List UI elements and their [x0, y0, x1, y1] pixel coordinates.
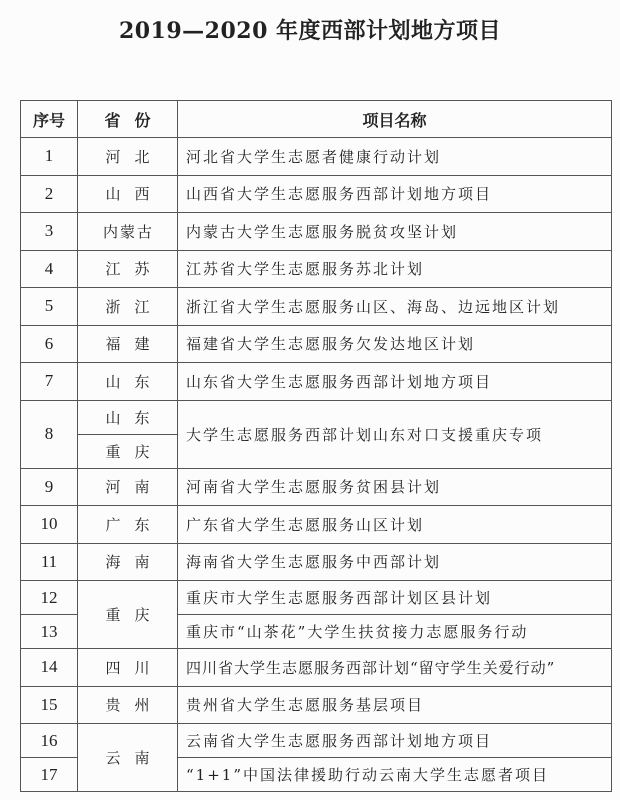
table-row [21, 543, 612, 581]
row-no: 17 [21, 758, 78, 792]
row-no: 15 [21, 686, 78, 724]
row-name: “1+1”中国法律援助行动云南大学生志愿者项目 [178, 758, 612, 792]
row-name: 内蒙古大学生志愿服务脱贫攻坚计划 [178, 213, 612, 251]
row-no: 4 [21, 250, 78, 288]
row-province: 重庆 [78, 434, 178, 468]
row-no: 12 [21, 581, 78, 615]
row-no: 6 [21, 325, 78, 363]
header-no: 序号 [21, 101, 78, 138]
projects-table [20, 100, 612, 792]
row-name: 四川省大学生志愿服务西部计划“留守学生关爱行动” [178, 649, 612, 687]
row-province: 四川 [78, 649, 178, 687]
table-row [21, 213, 612, 251]
table-row [21, 325, 612, 363]
row-no: 2 [21, 175, 78, 213]
table-row [21, 686, 612, 724]
row-province: 山东 [78, 363, 178, 401]
row-province: 河北 [78, 138, 178, 176]
row-no: 16 [21, 724, 78, 758]
row-province: 贵州 [78, 686, 178, 724]
row-name: 大学生志愿服务西部计划山东对口支援重庆专项 [178, 400, 612, 468]
row-name: 海南省大学生志愿服务中西部计划 [178, 543, 612, 581]
row-province: 内蒙古 [78, 213, 178, 251]
row-no: 10 [21, 506, 78, 544]
row-name: 云南省大学生志愿服务西部计划地方项目 [178, 724, 612, 758]
row-no: 9 [21, 468, 78, 506]
row-province: 山东 [78, 400, 178, 434]
table-row [21, 581, 612, 615]
header-province: 省份 [78, 101, 178, 138]
row-name: 河南省大学生志愿服务贫困县计划 [178, 468, 612, 506]
row-name: 山西省大学生志愿服务西部计划地方项目 [178, 175, 612, 213]
row-name: 浙江省大学生志愿服务山区、海岛、边远地区计划 [178, 288, 612, 326]
row-name: 山东省大学生志愿服务西部计划地方项目 [178, 363, 612, 401]
table-row [21, 506, 612, 544]
row-name: 重庆市“山茶花”大学生扶贫接力志愿服务行动 [178, 615, 612, 649]
row-no: 1 [21, 138, 78, 176]
row-province: 广东 [78, 506, 178, 544]
row-no: 13 [21, 615, 78, 649]
table-row [21, 400, 612, 434]
row-name: 贵州省大学生志愿服务基层项目 [178, 686, 612, 724]
table-header [21, 101, 612, 138]
table-row [21, 138, 612, 176]
row-no: 7 [21, 363, 78, 401]
row-no: 14 [21, 649, 78, 687]
row-province: 云南 [78, 724, 178, 792]
row-province: 江苏 [78, 250, 178, 288]
header-name: 项目名称 [178, 101, 612, 138]
table-row [21, 468, 612, 506]
row-province: 海南 [78, 543, 178, 581]
row-no: 3 [21, 213, 78, 251]
row-province: 重庆 [78, 581, 178, 649]
row-province: 浙江 [78, 288, 178, 326]
table-row [21, 363, 612, 401]
table-row [21, 724, 612, 758]
row-name: 江苏省大学生志愿服务苏北计划 [178, 250, 612, 288]
row-name: 河北省大学生志愿者健康行动计划 [178, 138, 612, 176]
row-no: 11 [21, 543, 78, 581]
table-row [21, 649, 612, 687]
row-name: 福建省大学生志愿服务欠发达地区计划 [178, 325, 612, 363]
row-no: 8 [21, 400, 78, 468]
row-province: 河南 [78, 468, 178, 506]
row-province: 山西 [78, 175, 178, 213]
row-name: 重庆市大学生志愿服务西部计划区县计划 [178, 581, 612, 615]
table-row [21, 250, 612, 288]
row-province: 福建 [78, 325, 178, 363]
table-row [21, 175, 612, 213]
row-name: 广东省大学生志愿服务山区计划 [178, 506, 612, 544]
row-no: 5 [21, 288, 78, 326]
table-row [21, 288, 612, 326]
page-title: 2019—2020 年度西部计划地方项目 [118, 18, 502, 44]
